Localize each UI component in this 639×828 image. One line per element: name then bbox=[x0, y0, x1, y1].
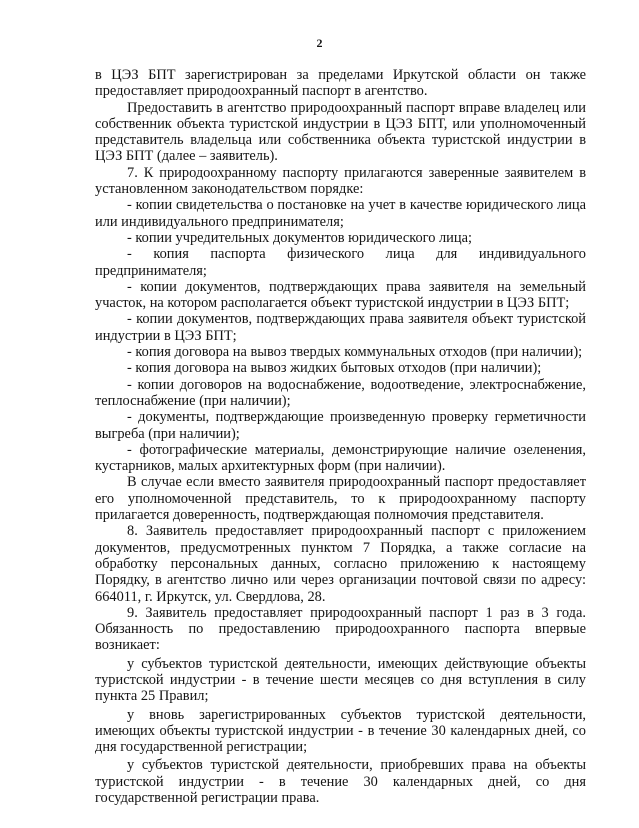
list-item-passport-copy: - копия паспорта физического лица для индивидуального предпринимателя; bbox=[95, 246, 586, 279]
paragraph-item-7: 7. К природоохранному паспорту прилагаются заверенные заявителем в установленном законодательством порядке: bbox=[95, 164, 586, 198]
list-item-tightness-check: - документы, подтверждающие произведенную проверку герметичности выгреба (при наличии); bbox=[95, 409, 586, 442]
list-item-land-rights: - копии документов, подтверждающих права заявителя на земельный участок, на котором располагается объект туристской индустрии в ЦЭЗ БПТ; bbox=[95, 278, 586, 312]
list-item-photos: - фотографические материалы, демонстрирующие наличие озеленения, кустарников, малых архитектурных форм (при наличии). bbox=[95, 441, 586, 475]
list-item-utilities: - копии договоров на водоснабжение, водоотведение, электроснабжение, теплоснабжение (при наличии); bbox=[95, 376, 586, 409]
paragraph-acquired-rights: у субъектов туристской деятельности, приобревших права на объекты туристской индустрии - в течение 30 календарных дней, со дня государственной регистрации права. bbox=[95, 757, 586, 807]
paragraph-new-subjects: у вновь зарегистрированных субъектов туристской деятельности, имеющих объекты туристской индустрии - в течение 30 календарных дней, со дня государственной регистрации; bbox=[95, 706, 586, 756]
paragraph-item-8: 8. Заявитель предоставляет природоохранный паспорт с приложением документов, предусмотренных пунктом 7 Порядка, а также согласие на обработку персональных данных, согласно приложению к настоящему Порядку, в агентство лично или через организации почтовой связи по адресу: 664011, г. Иркутск, ул. Свердлова, 28. bbox=[95, 523, 586, 605]
list-item-object-rights: - копии документов, подтверждающих права заявителя объект туристской индустрии в ЦЭЗ БПТ; bbox=[95, 311, 586, 344]
list-item-founding-docs: - копии учредительных документов юридического лица; bbox=[127, 229, 472, 246]
list-item-registration: - копии свидетельства о постановке на учет в качестве юридического лица или индивидуального предпринимателя; bbox=[95, 197, 586, 230]
paragraph-item-9: 9. Заявитель предоставляет природоохранный паспорт 1 раз в 3 года. Обязанность по предоставлению природоохранного паспорта впервые возникает: bbox=[95, 604, 586, 654]
document-body bbox=[95, 67, 586, 806]
paragraph-continuation: в ЦЭЗ БПТ зарегистрирован за пределами Иркутской области он также предоставляет природоохранный паспорт в агентство. bbox=[95, 67, 586, 100]
paragraph-applicant: Предоставить в агентство природоохранный паспорт вправе владелец или собственник объекта туристской индустрии в ЦЭЗ БПТ, или уполномоченный представитель владельца или собственника объекта туристской индустрии в ЦЭЗ БПТ (далее – заявитель). bbox=[95, 99, 586, 165]
paragraph-representative: В случае если вместо заявителя природоохранный паспорт предоставляет его уполномоченной представитель, то к природоохранному паспорту прилагается доверенность, подтверждающая полномочия представителя. bbox=[95, 474, 586, 524]
paragraph-existing-subjects: у субъектов туристской деятельности, имеющих действующие объекты туристской индустрии - в течение шести месяцев со дня вступления в силу пункта 25 Правил; bbox=[95, 655, 586, 705]
list-item-liquid-waste: - копия договора на вывоз жидких бытовых отходов (при наличии); bbox=[127, 360, 542, 377]
list-item-solid-waste: - копия договора на вывоз твердых коммунальных отходов (при наличии); bbox=[127, 344, 583, 361]
page-number: 2 bbox=[316, 36, 323, 50]
